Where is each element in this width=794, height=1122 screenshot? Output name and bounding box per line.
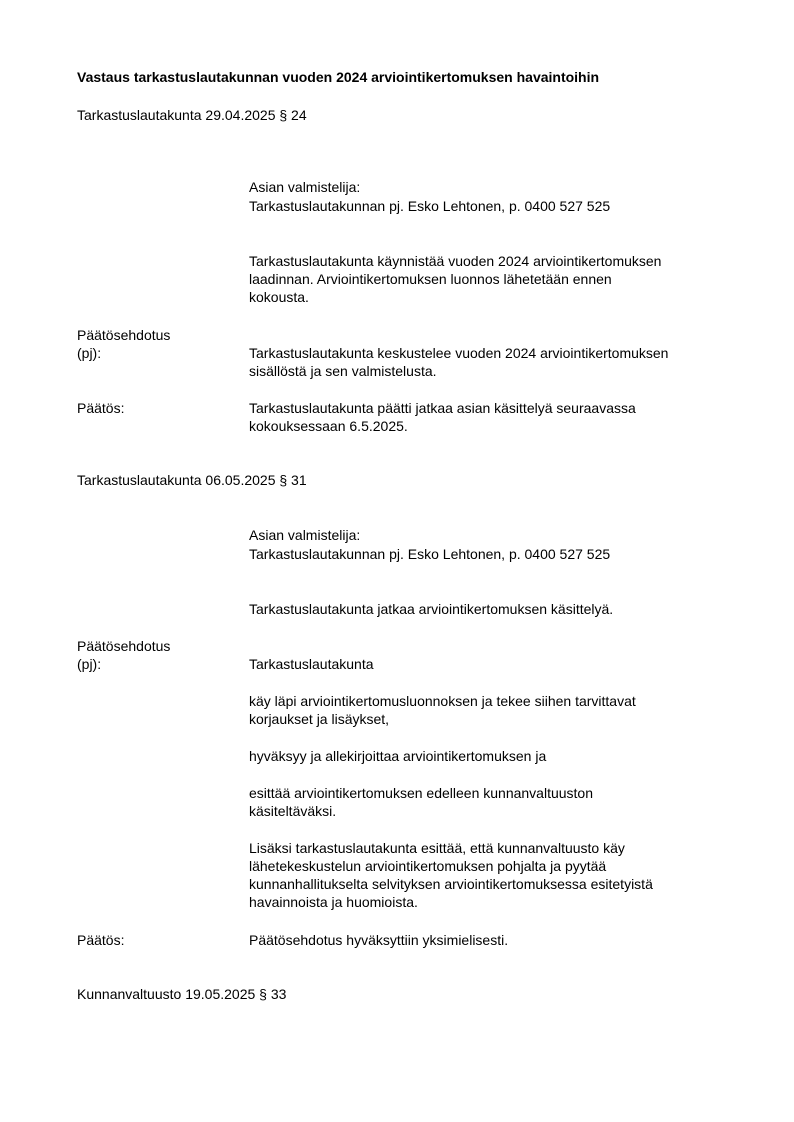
document-title: Vastaus tarkastuslautakunnan vuoden 2024 arviointikertomuksen havaintoihin: [77, 69, 600, 85]
meeting2-body-line: Tarkastuslautakunta jatkaa arviointikertomuksen käsittelyä.: [249, 601, 614, 617]
meeting2-item3-line: esittää arviointikertomuksen edelleen kunnanvaltuuston: [249, 785, 593, 801]
meeting2-proposal-label: Päätösehdotus: [77, 638, 171, 654]
meeting1-body-line: Tarkastuslautakunta käynnistää vuoden 2024 arviointikertomuksen: [249, 253, 662, 269]
meeting1-preparer: Tarkastuslautakunnan pj. Esko Lehtonen, p. 0400 527 525: [249, 198, 611, 214]
council-heading: Kunnanvaltuusto 19.05.2025 § 33: [77, 986, 287, 1002]
meeting1-proposal-label-pj: (pj):: [77, 345, 102, 361]
meeting2-item3-line: käsiteltäväksi.: [249, 803, 337, 819]
meeting2-proposal-intro: Tarkastuslautakunta: [249, 656, 374, 672]
meeting2-decision-label: Päätös:: [77, 932, 125, 948]
meeting2-preparer-label: Asian valmistelija:: [249, 527, 361, 543]
meeting2-preparer: Tarkastuslautakunnan pj. Esko Lehtonen, p. 0400 527 525: [249, 546, 611, 562]
meeting2-item1-line: korjaukset ja lisäykset,: [249, 711, 390, 727]
meeting1-body-line: laadinnan. Arviointikertomuksen luonnos lähetetään ennen: [249, 271, 612, 287]
meeting1-decision-label: Päätös:: [77, 400, 125, 416]
meeting1-proposal-line: Tarkastuslautakunta keskustelee vuoden 2024 arviointikertomuksen: [249, 345, 669, 361]
meeting2-heading: Tarkastuslautakunta 06.05.2025 § 31: [77, 472, 307, 488]
meeting1-decision-line: Tarkastuslautakunta päätti jatkaa asian käsittelyä seuraavassa: [249, 400, 636, 416]
meeting2-extra-line: havainnoista ja huomioista.: [249, 894, 418, 910]
meeting1-proposal-label: Päätösehdotus: [77, 327, 171, 343]
meeting1-preparer-label: Asian valmistelija:: [249, 179, 361, 195]
meeting1-heading: Tarkastuslautakunta 29.04.2025 § 24: [77, 107, 307, 123]
meeting2-item1-line: käy läpi arviointikertomusluonnoksen ja tekee siihen tarvittavat: [249, 693, 636, 709]
meeting1-proposal-line: sisällöstä ja sen valmistelusta.: [249, 363, 437, 379]
meeting2-extra-line: lähetekeskustelun arviointikertomuksen pohjalta ja pyytää: [249, 858, 607, 874]
meeting2-extra-line: Lisäksi tarkastuslautakunta esittää, että kunnanvaltuusto käy: [249, 840, 625, 856]
meeting1-decision-line: kokouksessaan 6.5.2025.: [249, 418, 408, 434]
meeting1-body-line: kokousta.: [249, 289, 309, 305]
meeting2-decision-line: Päätösehdotus hyväksyttiin yksimielisesti.: [249, 932, 509, 948]
meeting2-item2-line: hyväksyy ja allekirjoittaa arviointikertomuksen ja: [249, 748, 547, 764]
meeting2-extra-line: kunnanhallitukselta selvityksen arviointikertomuksessa esitetyistä: [249, 876, 653, 892]
meeting2-proposal-label-pj: (pj):: [77, 656, 102, 672]
